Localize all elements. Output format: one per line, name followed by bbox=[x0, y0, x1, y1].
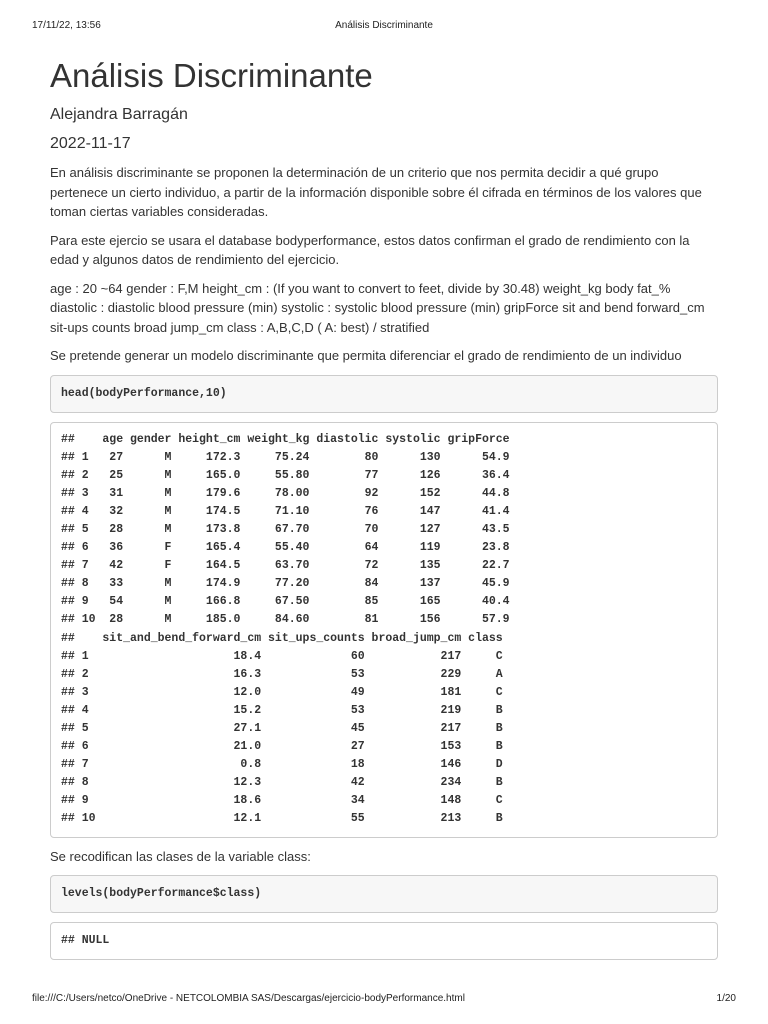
output-line: ## 10 28 M 185.0 84.60 81 156 57.9 bbox=[61, 613, 510, 627]
document-body bbox=[50, 52, 718, 969]
output-line: ## 5 27.1 45 217 B bbox=[61, 722, 503, 735]
output-head-table bbox=[50, 422, 718, 838]
page-number: 1/20 bbox=[716, 993, 736, 1004]
print-datetime: 17/11/22, 13:56 bbox=[32, 20, 101, 31]
output-line: ## 2 16.3 53 229 A bbox=[61, 667, 503, 681]
recode-paragraph: Se recodifican las clases de la variable class: bbox=[50, 848, 311, 864]
print-page-title: Análisis Discriminante bbox=[335, 20, 433, 31]
intro-paragraph: En análisis discriminante se proponen la determinación de un criterio que nos permita decidir a qué grupo pertenece un cierto individuo, a partir de la información disponible sobre él cifrada en términos de los valores que toman ciertas variables consideradas. bbox=[50, 165, 702, 219]
output-line: ## 2 25 M 165.0 55.80 77 126 36.4 bbox=[61, 468, 510, 482]
document-title: Análisis Discriminante bbox=[50, 57, 373, 94]
output-line: ## 1 18.4 60 217 C bbox=[61, 649, 503, 663]
goal-paragraph: Se pretende generar un modelo discriminante que permita diferenciar el grado de rendimiento de un individuo bbox=[50, 348, 682, 363]
variables-paragraph: age : 20 ~64 gender : F,M height_cm : (If you want to convert to feet, divide by 30.48) weight_kg body fat_% diastolic : diastolic blood pressure (min) systolic : systolic blood pressure (min) gripForce sit and bend forward_cm sit-ups counts broad jump_cm class : A,B,C,D ( A: best) / stratified bbox=[50, 280, 705, 335]
output-line: ## 10 12.1 55 213 B bbox=[61, 812, 503, 826]
dataset-paragraph: Para este ejercio se usara el database bodyperformance, estos datos confirman el grado de rendimiento con la edad y algunos datos de rendimiento del ejercicio. bbox=[50, 232, 690, 267]
output-line: ## 8 33 M 174.9 77.20 84 137 45.9 bbox=[61, 577, 510, 591]
output-line: ## 1 27 M 172.3 75.24 80 130 54.9 bbox=[61, 450, 510, 464]
output-line: ## 7 0.8 18 146 D bbox=[61, 758, 503, 772]
code-chunk-levels: levels(bodyPerformance$class) bbox=[50, 875, 718, 913]
code-chunk-head: head(bodyPerformance,10) bbox=[50, 375, 718, 413]
output-line: ## 4 32 M 174.5 71.10 76 147 41.4 bbox=[61, 504, 510, 518]
print-footer bbox=[32, 993, 736, 1007]
file-path: file:///C:/Users/netco/OneDrive - NETCOLOMBIA SAS/Descargas/ejercicio-bodyPerformance.html bbox=[32, 993, 465, 1004]
output-line: ## 7 42 F 164.5 63.70 72 135 22.7 bbox=[61, 559, 510, 573]
output-line: ## 6 36 F 165.4 55.40 64 119 23.8 bbox=[61, 541, 510, 555]
output-line: ## 3 31 M 179.6 78.00 92 152 44.8 bbox=[61, 486, 510, 500]
output-line: ## 3 12.0 49 181 C bbox=[61, 685, 503, 699]
output-line: ## 9 54 M 166.8 67.50 85 165 40.4 bbox=[61, 595, 510, 609]
output-null: ## NULL bbox=[50, 922, 718, 960]
print-header bbox=[32, 20, 736, 34]
output-line: ## 9 18.6 34 148 C bbox=[61, 794, 503, 808]
output-line: ## sit_and_bend_forward_cm sit_ups_counts broad_jump_cm class bbox=[61, 631, 503, 645]
output-line: ## 5 28 M 173.8 67.70 70 127 43.5 bbox=[61, 522, 510, 536]
output-line: ## 8 12.3 42 234 B bbox=[61, 776, 503, 790]
output-line: ## 6 21.0 27 153 B bbox=[61, 740, 503, 754]
output-line: ## 4 15.2 53 219 B bbox=[61, 703, 503, 717]
output-line: ## age gender height_cm weight_kg diastolic systolic gripForce bbox=[61, 432, 510, 446]
document-date: 2022-11-17 bbox=[50, 135, 131, 152]
document-author: Alejandra Barragán bbox=[50, 106, 188, 123]
